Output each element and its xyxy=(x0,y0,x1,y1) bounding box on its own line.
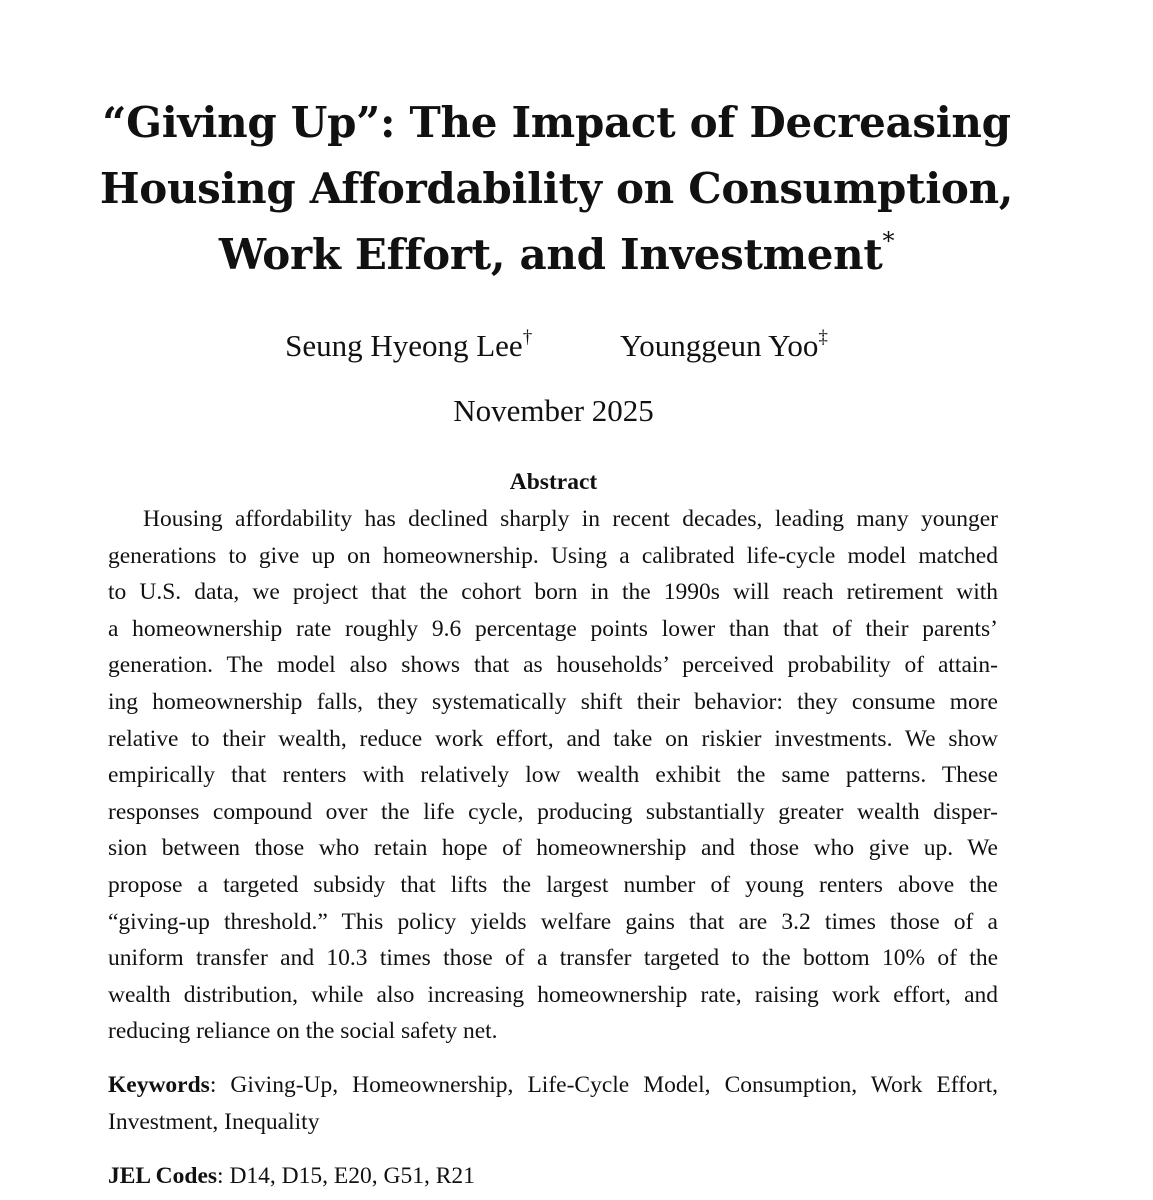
title-footnote-mark: * xyxy=(882,227,895,255)
abstract-line: ing homeownership falls, they systematically shift their behavior: they consume more xyxy=(108,688,998,715)
author-2 xyxy=(620,326,828,366)
abstract-line: generation. The model also shows that as households’ perceived probability of attain- xyxy=(108,652,998,679)
abstract-line: to U.S. data, we project that the cohort born in the 1990s will reach retirement with xyxy=(108,579,998,606)
paper-title xyxy=(60,90,1053,288)
keywords-label: Keywords xyxy=(108,1072,210,1098)
abstract-body xyxy=(108,501,998,1050)
abstract-line: a homeownership rate roughly 9.6 percentage points lower than that of their parents’ xyxy=(108,615,998,642)
title-line-3-text: Work Effort, and Investment xyxy=(218,230,883,279)
abstract-line: generations to give up on homeownership. Using a calibrated life-cycle model matched xyxy=(108,542,998,569)
abstract-line: sion between those who retain hope of homeownership and those who give up. We xyxy=(108,835,998,862)
abstract-line: Housing affordability has declined sharply in recent decades, leading many younger xyxy=(143,506,998,532)
keywords-line-1 xyxy=(108,1067,998,1104)
paper-date: November 2025 xyxy=(453,393,654,428)
jel-codes xyxy=(108,1158,998,1195)
author-1-footnote-mark: † xyxy=(522,327,533,348)
abstract-line: “giving-up threshold.” This policy yields welfare gains that are 3.2 times those of a xyxy=(108,908,998,935)
abstract-line: empirically that renters with relatively low wealth exhibit the same patterns. These xyxy=(108,762,998,789)
author-2-footnote-mark: ‡ xyxy=(818,327,828,348)
abstract-line: propose a targeted subsidy that lifts the largest number of young renters above the xyxy=(108,871,998,898)
author-list xyxy=(0,326,1113,366)
abstract-line: responses compound over the life cycle, producing substantially greater wealth disper- xyxy=(108,798,998,825)
abstract-line: wealth distribution, while also increasing homeownership rate, raising work effort, and xyxy=(108,981,998,1008)
title-line-2: Housing Affordability on Consumption, xyxy=(99,164,1014,213)
title-line-1: “Giving Up”: The Impact of Decreasing xyxy=(102,98,1011,147)
jel-value: : D14, D15, E20, G51, R21 xyxy=(217,1163,475,1189)
jel-label: JEL Codes xyxy=(108,1163,218,1189)
abstract-line: uniform transfer and 10.3 times those of a transfer targeted to the bottom 10% of the xyxy=(108,945,998,972)
abstract-line: reducing reliance on the social safety net. xyxy=(108,1018,498,1045)
author-1-name: Seung Hyeong Lee xyxy=(285,328,523,363)
abstract-heading: Abstract xyxy=(509,469,598,495)
abstract-line: relative to their wealth, reduce work effort, and take on riskier investments. We show xyxy=(108,725,998,752)
keywords-line-2: Investment, Inequality xyxy=(108,1108,320,1135)
title-line-3 xyxy=(60,222,1053,288)
author-2-name: Younggeun Yoo xyxy=(619,328,819,363)
keywords xyxy=(108,1067,998,1140)
keywords-text-1: : Giving-Up, Homeownership, Life-Cycle Model, Consumption, Work Effort, xyxy=(209,1072,998,1098)
author-1 xyxy=(285,326,532,366)
